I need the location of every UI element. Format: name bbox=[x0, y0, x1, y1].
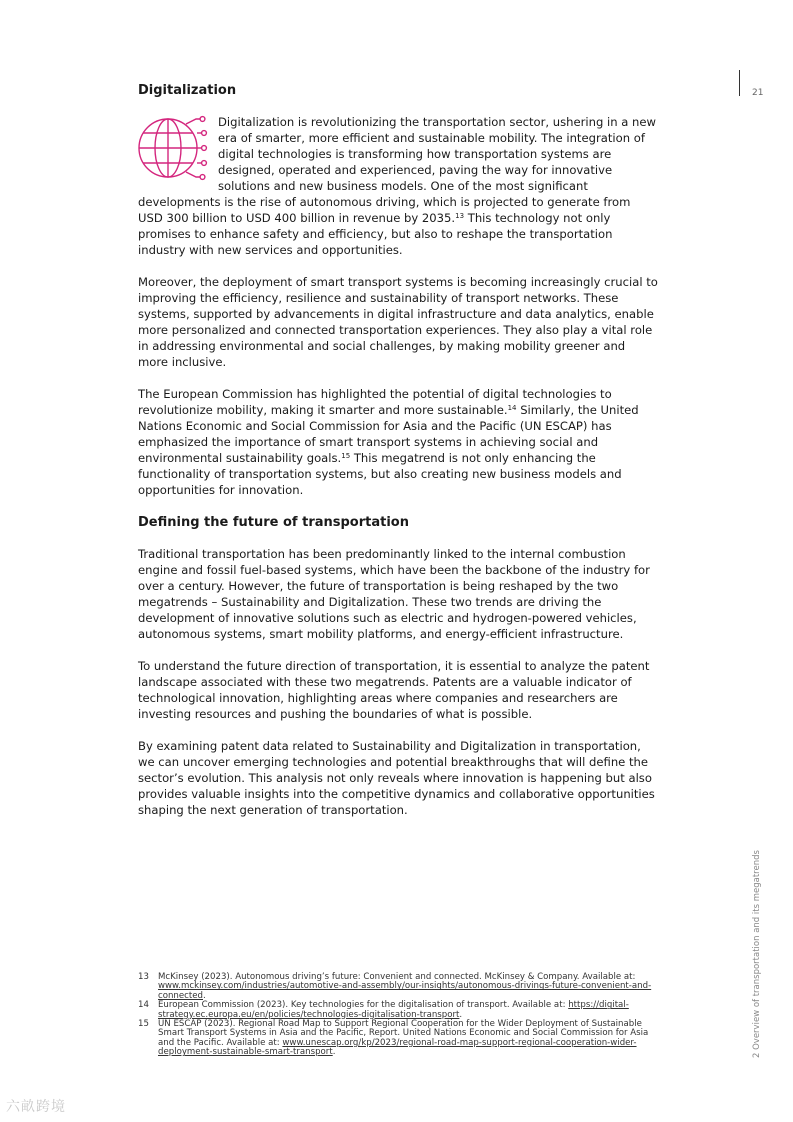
future-paragraph-3: By examining patent data related to Sustainability and Digitalization in transportation, we can uncover emerging technologies and potential breakthroughs that will define the sector’s evolution. This analysis not only reveals where innovation is happening but also provides valuable insights into the competitive dynamics and collaborative opportunities shaping the next generation of transportation. bbox=[138, 739, 655, 817]
footnote-ref-14[interactable]: 14 bbox=[507, 404, 517, 412]
digitalization-paragraph-1: Digitalization is revolutionizing the transportation sector, ushering in a new era of smarter, more efficient and sustainable mobility. The integration of digital technologies is transforming how transportation systems are designed, operated and experienced, paving the way for innovative solutions and new business models. One of the most significant developments is the rise of autonomous driving, which is projected to generate from USD 300 billion to USD 400 billion in revenue by 2035.13 This technology not only promises to enhance safety and efficiency, but also to reshape the transportation industry with new services and opportunities. bbox=[138, 115, 657, 257]
future-paragraph-2: To understand the future direction of transportation, it is essential to analyze the patent landscape associated with these two megatrends. Patents are a valuable indicator of technological innovation, highlighting areas where companies and researchers are investing resources and pushing the boundaries of what is possible. bbox=[138, 659, 650, 721]
section-heading-digitalization: Digitalization bbox=[138, 83, 237, 98]
watermark: 六畝跨境 bbox=[6, 1099, 66, 1115]
footnote-14: 14 European Commission (2023). Key technologies for the digitalisation of transport. Available at: https://digital-strategy.ec.europa.eu/en/policies/technologies-digitalisation-transport. bbox=[138, 1000, 629, 1020]
footnote-15: 15 UN ESCAP (2023). Regional Road Map to Support Regional Cooperation for the Wider Deployment of Sustainable Smart Transport Systems in Asia and the Pacific, Report. United Nations Economic and Social Commission for Asia and the Pacific. Available at: www.unescap.org/kp/2023/regional-road-map-support-regional-cooperation-wider-deployment-sustainable-smart-transport. bbox=[138, 1019, 649, 1058]
future-paragraph-1: Traditional transportation has been predominantly linked to the internal combustion engine and fossil fuel-based systems, which have been the backbone of the industry for over a century. However, the future of transportation is being reshaped by the two megatrends – Sustainability and Digitalization. These two trends are driving the development of innovative solutions such as electric and hydrogen-powered vehicles, autonomous systems, smart mobility platforms, and energy-efficient infrastructure. bbox=[138, 547, 650, 641]
footnote-13: 13 McKinsey (2023). Autonomous driving’s future: Convenient and connected. McKinsey & Company. Available at: www.mckinsey.com/industries/automotive-and-assembly/our-insights/autonomous-drivings-future-convenient-and-connected. bbox=[138, 972, 652, 1001]
section-heading-future: Defining the future of transportation bbox=[138, 515, 409, 530]
page-number: 21 bbox=[752, 88, 764, 98]
footnote-ref-15[interactable]: 15 bbox=[341, 452, 351, 460]
footnote-ref-13[interactable]: 13 bbox=[455, 212, 465, 220]
globe-network-icon bbox=[138, 115, 208, 183]
footnote-14-link[interactable]: https://digital-strategy.ec.europa.eu/en/policies/technologies-digitalisation-transport bbox=[158, 1000, 629, 1020]
digitalization-paragraph-3: The European Commission has highlighted the potential of digital technologies to revolutionize mobility, making it smarter and more sustainable.$^{14}$ Similarly, the United Nations Economic and Social Commission for Asia and the Pacific (UN ESCAP) has emphasized the importance of smart transport systems in achieving social and environmental sustainability goals.$^{15}$ This megatrend is not only enhancing the functionality of transportation systems, but also creating new business models and opportunities for innovation. bbox=[138, 387, 639, 497]
section-tab: 2 Overview of transportation and its megatrends bbox=[752, 850, 762, 1058]
footnote-13-link[interactable]: www.mckinsey.com/industries/automotive-and-assembly/our-insights/autonomous-drivings-future-convenient-and-connected bbox=[158, 981, 652, 1001]
main-content bbox=[138, 82, 658, 834]
footnote-15-link[interactable]: www.unescap.org/kp/2023/regional-road-map-support-regional-cooperation-wider-deployment-sustainable-smart-transport bbox=[158, 1037, 637, 1058]
page-number-rule bbox=[739, 70, 740, 96]
digitalization-paragraph-2: Moreover, the deployment of smart transport systems is becoming increasingly crucial to improving the efficiency, resilience and sustainability of transport networks. These systems, supported by advancements in digital infrastructure and data analytics, enable more personalized and connected transportation experiences. They also play a vital role in addressing environmental and social challenges, by making mobility greener and more inclusive. bbox=[138, 275, 658, 369]
footnotes bbox=[138, 973, 658, 1058]
intro-block bbox=[138, 114, 658, 258]
